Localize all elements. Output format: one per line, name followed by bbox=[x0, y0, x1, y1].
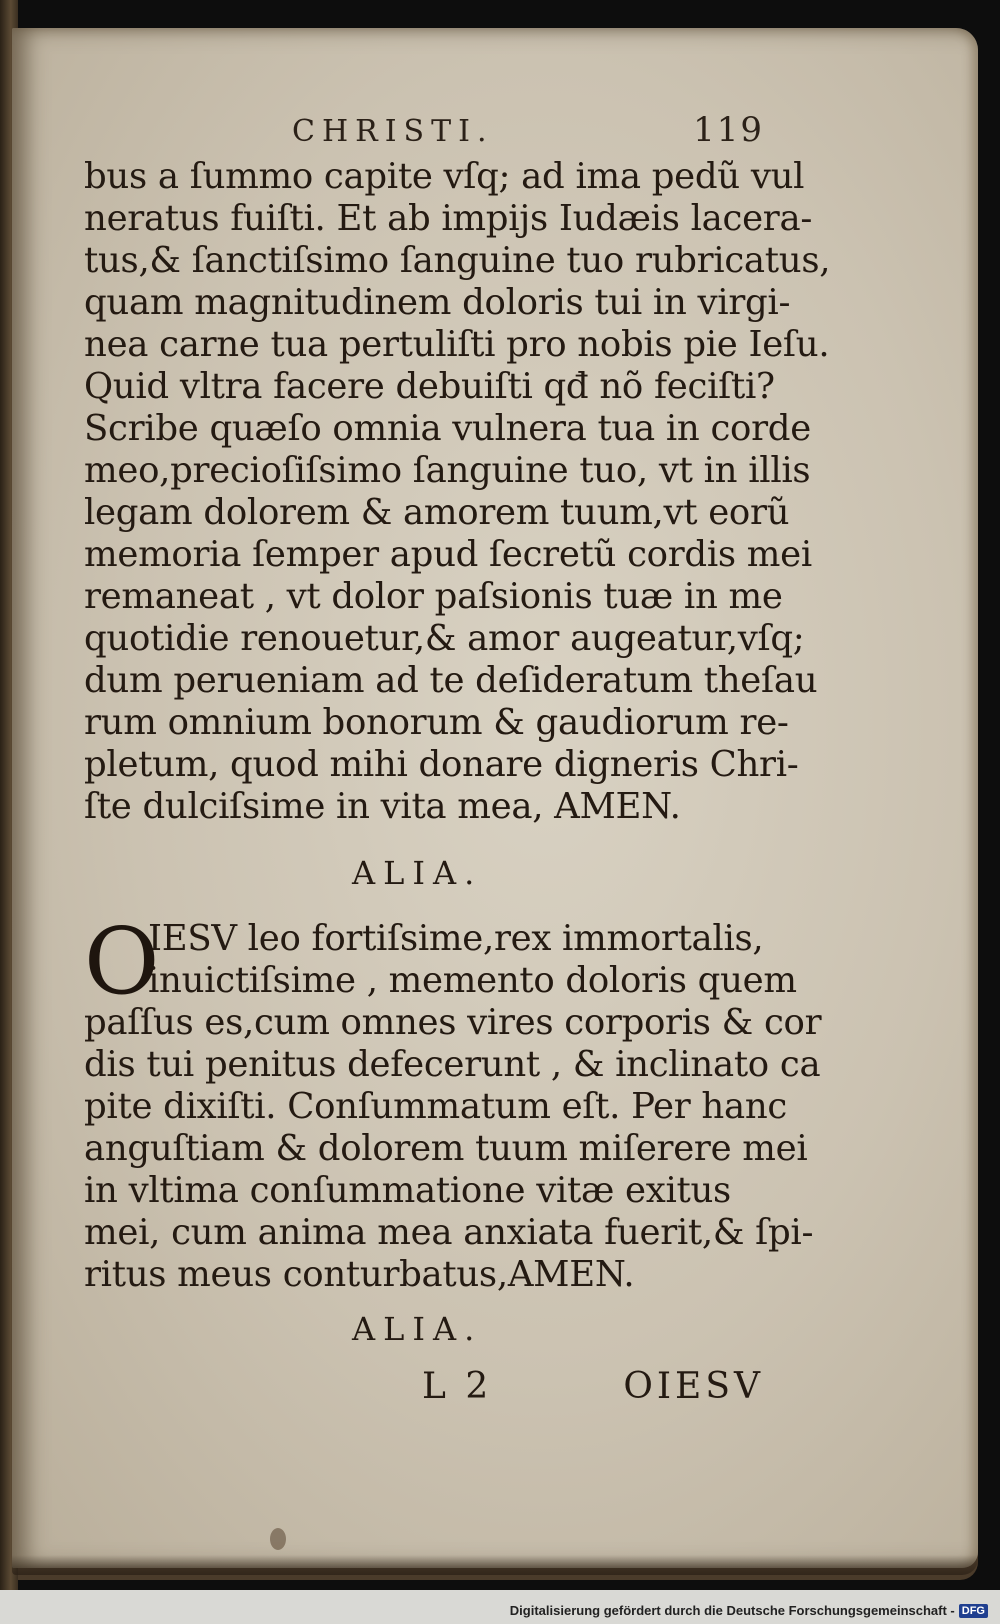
text-line: dum perueniam ad te deſideratum theſau bbox=[84, 660, 818, 701]
digitization-credit bbox=[510, 1603, 988, 1618]
text-line: rum omnium bonorum & gaudiorum re- bbox=[84, 702, 789, 743]
page-header bbox=[84, 110, 764, 156]
drop-cap: O bbox=[84, 908, 160, 1015]
text-line: anguſtiam & dolorem tuum miſerere mei bbox=[84, 1128, 808, 1169]
text-line: quam magnitudinem doloris tui in virgi- bbox=[84, 282, 791, 323]
text-line: meo,precioſiſsimo ſanguine tuo, vt in illis bbox=[84, 450, 811, 491]
text-line: neratus fuiſti. Et ab impijs Iudæis lacera- bbox=[84, 198, 813, 239]
text-line: IESV leo fortiſsime,rex immortalis, bbox=[148, 918, 764, 959]
text-line: ritus meus conturbatus,AMEN. bbox=[84, 1254, 635, 1295]
text-line: quotidie renouetur,& amor augeatur,vſq; bbox=[84, 618, 805, 659]
text-line: pletum, quod mihi donare digneris Chri- bbox=[84, 744, 799, 785]
text-line: dis tui penitus defecerunt , & inclinato ca bbox=[84, 1044, 821, 1085]
page-footer bbox=[84, 1362, 764, 1412]
signature-mark: L 2 bbox=[422, 1366, 493, 1407]
book-page bbox=[12, 28, 978, 1568]
text-line: tus,& ſanctiſsimo ſanguine tuo rubricatus, bbox=[84, 240, 831, 281]
text-line: Scribe quæſo omnia vulnera tua in corde bbox=[84, 408, 811, 449]
text-line: nea carne tua pertuliſti pro nobis pie Ieſu. bbox=[84, 324, 830, 365]
text-line: paſſus es,cum omnes vires corporis & cor bbox=[84, 1002, 822, 1043]
dfg-logo-icon: DFG bbox=[959, 1604, 988, 1618]
text-line: Quid vltra facere debuiſti qđ nõ feciſti? bbox=[84, 366, 775, 407]
text-line: inuictiſsime , memento doloris quem bbox=[148, 960, 797, 1001]
running-title: CHRISTI. bbox=[292, 114, 494, 149]
text-line: ſte dulciſsime in vita mea, AMEN. bbox=[84, 786, 681, 827]
text-line: remaneat , vt dolor paſsionis tuæ in me bbox=[84, 576, 783, 617]
text-line: bus a ſummo capite vſq; ad ima pedũ vul bbox=[84, 156, 805, 197]
text-block bbox=[84, 110, 831, 1412]
credit-text: Digitalisierung gefördert durch die Deutsche Forschungsgemeinschaft - bbox=[509, 1603, 955, 1618]
ink-smudge bbox=[270, 1528, 286, 1550]
catchword: OIESV bbox=[623, 1366, 764, 1407]
paragraph-2 bbox=[84, 908, 822, 1296]
text-line: pite dixiſti. Conſummatum eſt. Per hanc bbox=[84, 1086, 787, 1127]
text-line: in vltima conſummatione vitæ exitus bbox=[84, 1170, 731, 1211]
page-number: 119 bbox=[693, 110, 764, 150]
text-line: memoria ſemper apud ſecretũ cordis mei bbox=[84, 534, 812, 575]
page-bottom-shadow bbox=[12, 1555, 978, 1575]
section-heading-alia: ALIA. bbox=[352, 854, 483, 892]
section-heading-alia-2: ALIA. bbox=[352, 1310, 483, 1348]
text-line: legam dolorem & amorem tuum,vt eorũ bbox=[84, 492, 790, 533]
text-line: mei, cum anima mea anxiata fuerit,& ſpi- bbox=[84, 1212, 814, 1253]
paragraph-1 bbox=[84, 156, 831, 828]
